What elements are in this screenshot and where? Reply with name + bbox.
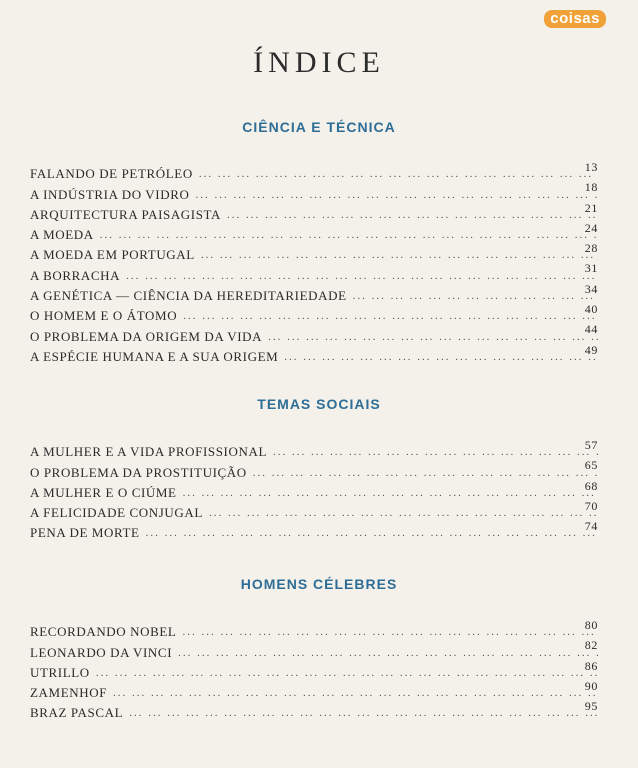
toc-entry-title: A ESPÉCIE HUMANA E A SUA ORIGEM (30, 348, 279, 364)
toc-entry[interactable] (30, 281, 598, 304)
toc-entry[interactable] (30, 478, 598, 501)
toc-entry[interactable] (30, 440, 598, 460)
toc-entry-title: A MOEDA (30, 227, 94, 243)
toc-entry-title: A MULHER E A VIDA PROFISSIONAL (30, 444, 267, 460)
toc-page-number: 57 (584, 438, 598, 452)
toc-entry-title: O PROBLEMA DA PROSTITUIÇÃO (30, 464, 247, 480)
toc-leader-dots (201, 249, 598, 261)
toc-page-number: 18 (584, 180, 598, 195)
toc-leader-dots (227, 209, 598, 221)
watermark-logo: coisas (544, 10, 606, 28)
toc-entry[interactable] (30, 498, 598, 521)
toc-page-number: 24 (584, 220, 598, 235)
toc-entry-title: O HOMEM E O ÁTOMO (30, 308, 178, 324)
toc-entry[interactable] (30, 460, 598, 480)
toc-entry-title: O PROBLEMA DA ORIGEM DA VIDA (30, 328, 263, 344)
toc-leader-dots (199, 168, 598, 180)
toc-entry[interactable] (30, 243, 598, 263)
toc-entry[interactable] (30, 521, 598, 541)
section-heading-homens-celebres: HOMENS CÉLEBRES (240, 576, 398, 592)
toc-page-number: 86 (584, 658, 598, 673)
toc-entry-title: LEONARDO DA VINCI (30, 644, 173, 660)
toc-page-number: 13 (584, 160, 598, 174)
toc-leader-dots (182, 626, 598, 638)
toc-list-temas-sociais (30, 440, 598, 541)
toc-leader-dots (129, 707, 598, 719)
toc-page-number: 49 (584, 342, 598, 357)
toc-entry[interactable] (30, 701, 598, 721)
toc-leader-dots (353, 290, 598, 302)
toc-entry-title: UTRILLO (30, 664, 90, 680)
toc-leader-dots (113, 687, 598, 699)
toc-leader-dots (178, 647, 598, 659)
toc-page-number: 44 (584, 322, 598, 337)
toc-list-homens-celebres (30, 620, 598, 721)
toc-entry[interactable] (30, 162, 598, 182)
toc-entry[interactable] (30, 324, 598, 344)
toc-entry[interactable] (30, 678, 598, 701)
toc-page-number: 80 (584, 618, 598, 632)
toc-entry-title: A MOEDA EM PORTUGAL (30, 247, 195, 263)
toc-entry[interactable] (30, 342, 598, 365)
toc-page-number: 74 (584, 519, 598, 534)
toc-leader-dots (253, 467, 598, 479)
toc-entry-title: A BORRACHA (30, 267, 121, 283)
toc-entry-title: A FELICIDADE CONJUGAL (30, 505, 203, 521)
toc-leader-dots (183, 487, 598, 499)
toc-page-number: 68 (584, 478, 598, 493)
toc-page-number: 28 (584, 241, 598, 256)
toc-entry-title: A MULHER E O CIÚME (30, 484, 177, 500)
toc-page-number: 21 (584, 200, 598, 215)
toc-entry[interactable] (30, 620, 598, 640)
toc-leader-dots (284, 351, 598, 363)
toc-leader-dots (273, 446, 598, 458)
toc-page-number: 34 (584, 281, 598, 296)
toc-page-number: 31 (584, 261, 598, 276)
toc-leader-dots (209, 507, 598, 519)
toc-list-ciencia (30, 162, 598, 365)
page-title: ÍNDICE (253, 46, 385, 79)
toc-entry-title: ARQUITECTURA PAISAGISTA (30, 206, 222, 222)
toc-page-number: 95 (584, 699, 598, 714)
toc-page-number: 90 (584, 678, 598, 693)
toc-entry-title: PENA DE MORTE (30, 525, 140, 541)
section-heading-temas-sociais: TEMAS SOCIAIS (257, 396, 381, 412)
toc-entry-title: ZAMENHOF (30, 685, 108, 701)
toc-entry[interactable] (30, 182, 598, 202)
toc-page-number: 82 (584, 638, 598, 653)
toc-entry[interactable] (30, 658, 598, 681)
toc-leader-dots (268, 331, 598, 343)
toc-leader-dots (96, 667, 598, 679)
toc-entry-title: A GENÉTICA — CIÊNCIA DA HEREDITARIEDADE (30, 288, 347, 304)
toc-entry-title: FALANDO DE PETRÓLEO (30, 166, 193, 182)
toc-page-number: 40 (584, 302, 598, 317)
toc-leader-dots (183, 310, 598, 322)
toc-leader-dots (146, 527, 598, 539)
toc-entry-title: BRAZ PASCAL (30, 705, 124, 721)
section-heading-ciencia: CIÊNCIA E TÉCNICA (242, 119, 396, 135)
toc-entry[interactable] (30, 640, 598, 660)
toc-entry[interactable] (30, 200, 598, 223)
toc-entry-title: A INDÚSTRIA DO VIDRO (30, 186, 190, 202)
toc-entry[interactable] (30, 304, 598, 324)
toc-leader-dots (126, 270, 598, 282)
toc-leader-dots (100, 229, 598, 241)
toc-page-number: 65 (584, 458, 598, 473)
toc-entry[interactable] (30, 263, 598, 283)
toc-page-number: 70 (584, 498, 598, 513)
toc-entry[interactable] (30, 220, 598, 243)
toc-entry-title: RECORDANDO NOBEL (30, 624, 177, 640)
toc-leader-dots (195, 189, 598, 201)
